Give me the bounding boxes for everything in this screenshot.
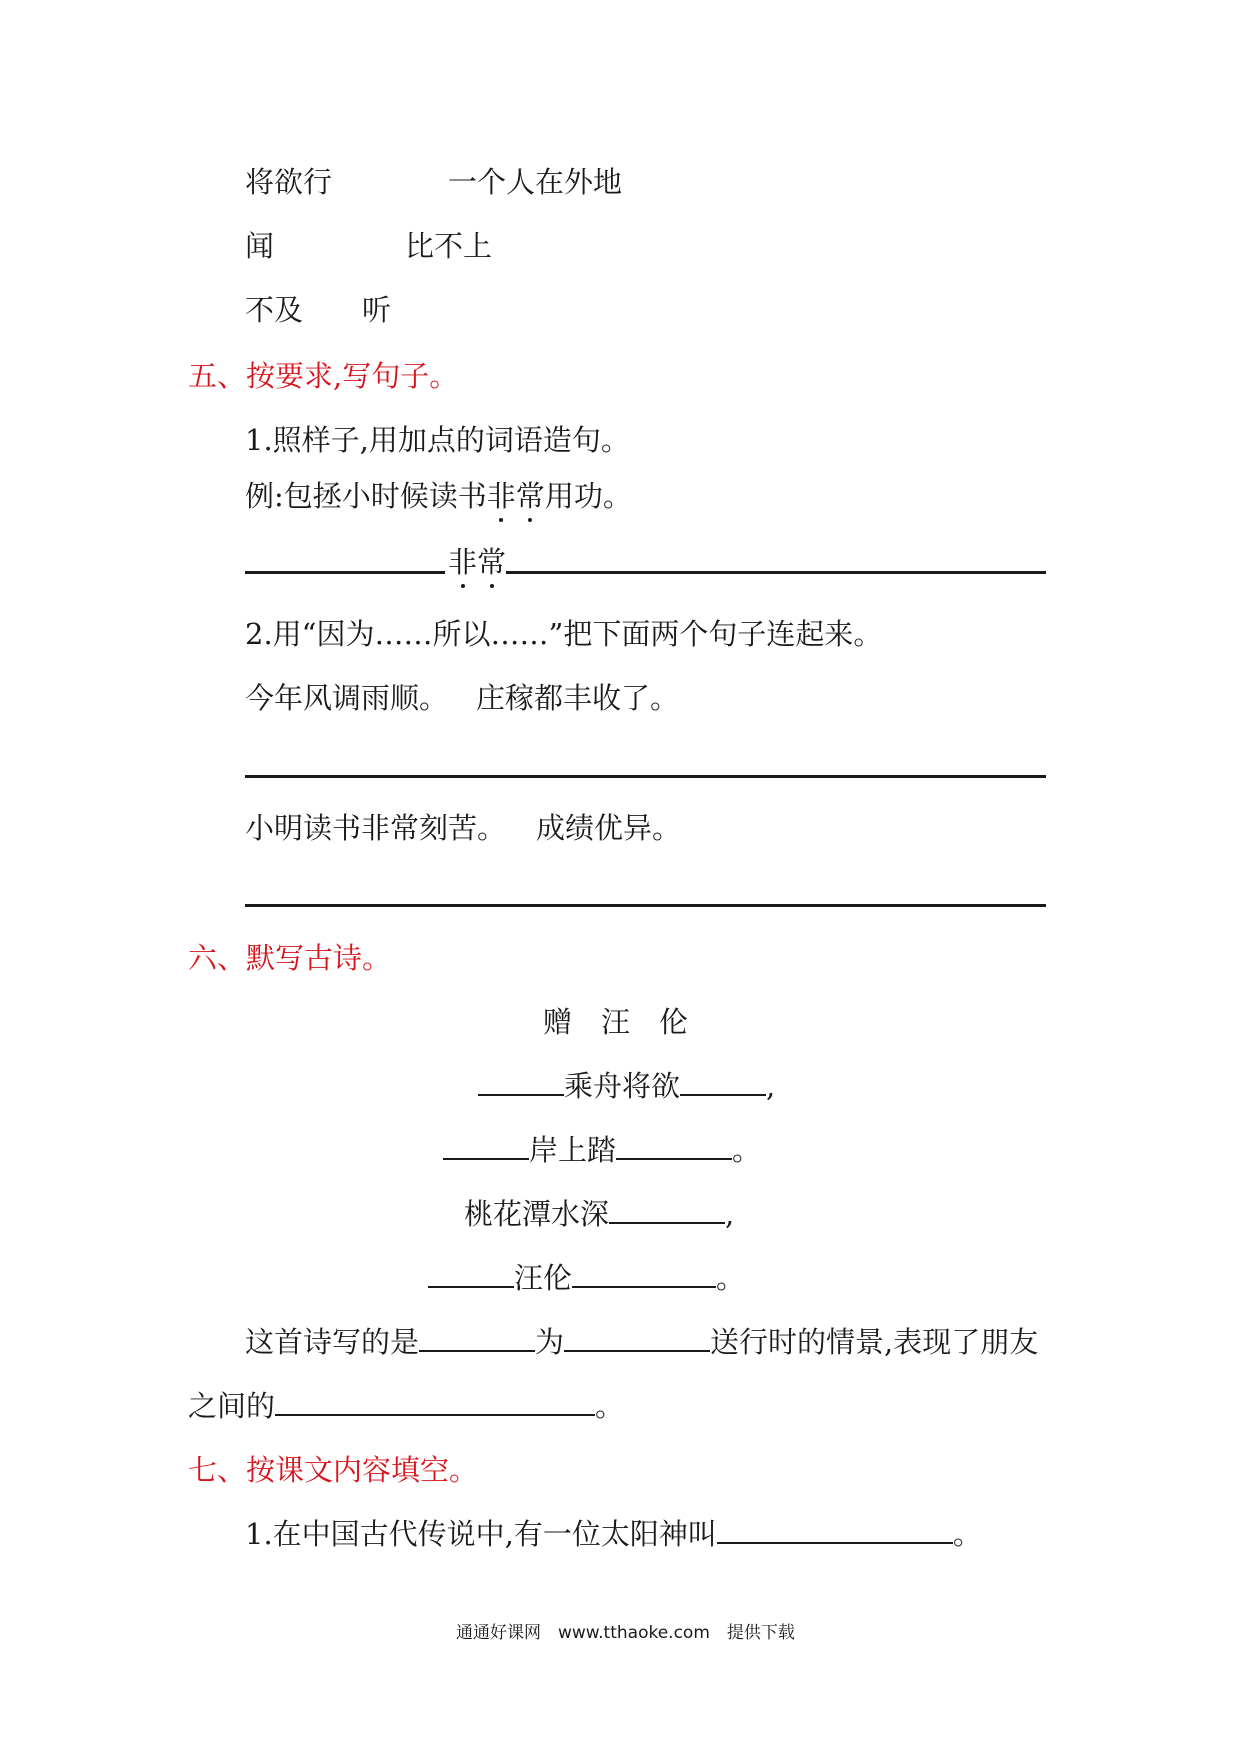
poem-blank[interactable]	[680, 1068, 766, 1096]
example-suffix: 用功。	[544, 479, 632, 513]
poem-blank[interactable]	[616, 1132, 732, 1160]
example-prefix: 例:包拯小时候读书	[245, 479, 487, 513]
match-row3-left: 不及	[245, 293, 304, 327]
poem-blank[interactable]	[609, 1196, 725, 1224]
section5-heading: 五、按要求,写句子。	[188, 359, 459, 393]
answer-blank-after[interactable]	[506, 571, 1046, 574]
desc-blank[interactable]	[419, 1324, 535, 1352]
section5-q1: 1.照样子,用加点的词语造句。	[245, 423, 630, 457]
match-row2-right: 比不上	[405, 229, 493, 263]
poem-title: 赠 汪 伦	[543, 1005, 689, 1039]
q2-sentence-4: 成绩优异。	[536, 811, 682, 845]
poem-blank[interactable]	[443, 1132, 529, 1160]
poem-line-4: 汪伦 。	[428, 1258, 745, 1298]
match-row1-left: 将欲行	[245, 165, 333, 199]
match-row3-right: 听	[362, 293, 392, 327]
desc-blank[interactable]	[564, 1324, 710, 1352]
poem-line-3: 桃花潭水深 ,	[464, 1197, 735, 1231]
q2-sentence-2: 庄稼都丰收了。	[476, 681, 680, 715]
poem-description-line2: 之间的 。	[188, 1389, 625, 1423]
match-row1-right: 一个人在外地	[448, 165, 623, 199]
section7-q1: 1.在中国古代传说中,有一位太阳神叫 。	[245, 1517, 982, 1551]
section6-heading: 六、默写古诗。	[188, 941, 392, 975]
match-row2-left: 闻	[245, 229, 275, 263]
dotted-char-2: 常	[516, 476, 545, 516]
section5-q2: 2.用“因为……所以……”把下面两个句子连起来。	[245, 617, 883, 651]
dotted-char-1: 非	[487, 476, 516, 516]
poem-line-1: 乘舟将欲 ,	[478, 1066, 775, 1106]
fill-word-dotted: 非 常	[448, 542, 506, 582]
poem-description-line1: 这首诗写的是 为 送行时的情景,表现了朋友	[245, 1325, 1039, 1359]
poem-blank[interactable]	[478, 1068, 564, 1096]
answer-line-2[interactable]	[245, 904, 1046, 907]
footer-text: 通通好课网 www.tthaoke.com 提供下载	[456, 1623, 795, 1643]
answer-blank-before[interactable]	[245, 571, 445, 574]
q2-sentence-1: 今年风调雨顺。	[245, 681, 449, 715]
poem-blank[interactable]	[428, 1260, 514, 1288]
poem-line-2: 岸上踏 。	[443, 1130, 761, 1170]
desc-blank[interactable]	[275, 1388, 595, 1416]
answer-line-1[interactable]	[245, 775, 1046, 778]
q1-blank[interactable]	[717, 1516, 953, 1544]
poem-blank[interactable]	[572, 1260, 716, 1288]
q2-sentence-3: 小明读书非常刻苦。	[245, 811, 507, 845]
section5-example	[245, 476, 632, 516]
section7-heading: 七、按课文内容填空。	[188, 1453, 479, 1487]
